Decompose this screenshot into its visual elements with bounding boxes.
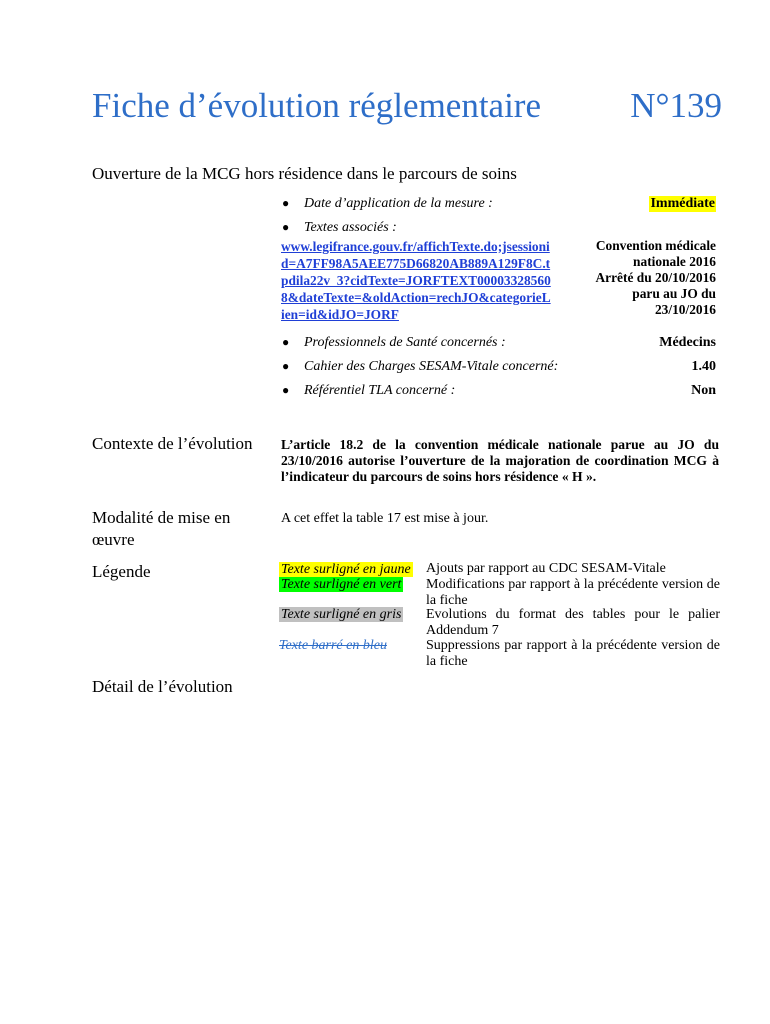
link-line[interactable]: ien=id&idJO=JORF [281,307,399,322]
legend-key-green [279,576,403,593]
page-title: Fiche d’évolution réglementaire [92,86,542,125]
legend-key-text: Texte surligné en gris [281,607,402,622]
bullet-label: Référentiel TLA concerné : [304,383,456,398]
bullet-value: Non [691,383,716,398]
convention-line: 23/10/2016 [654,302,716,317]
legend-key-text: Texte surligné en vert [281,577,402,592]
bullet-label: Textes associés : [304,220,397,235]
section-label-modalite [92,507,230,551]
fiche-number: N°139 [630,86,722,125]
bullet-icon: ● [282,335,290,349]
legend-desc-grey: Evolutions du format des tables pour le palier Addendum 7 [426,607,720,638]
convention-line: paru au JO du [632,286,716,301]
bullet-value: Immédiate [650,196,715,211]
modalite-text: A cet effet la table 17 est mise à jour. [281,511,489,526]
bullet-icon: ● [282,196,290,210]
legend-key-text: Texte surligné en jaune [281,562,411,577]
link-line[interactable]: www.legifrance.gouv.fr/affichTexte.do;jsessioni [281,239,550,254]
legend-key-text: Texte barré en bleu [279,638,387,653]
link-line[interactable]: d=A7FF98A5AEE775D66820AB889A129F8C.t [281,256,551,271]
legend-desc-yellow: Ajouts par rapport au CDC SESAM-Vitale [426,561,666,576]
convention-reference [578,238,716,318]
contexte-text: L’article 18.2 de la convention médicale nationale parue au JO du 23/10/2016 autorise l’ouverture de la majoration de coordination MCG à l’indicateur du parcours de soins hors résidence « H ». [281,437,719,484]
bullet-icon: ● [282,220,290,234]
section-label-detail: Détail de l’évolution [92,677,233,696]
link-line[interactable]: pdila22v_3?cidTexte=JORFTEXT00003328560 [281,273,551,288]
legend-desc-green: Modifications par rapport à la précédente version de la fiche [426,577,720,608]
convention-line: Convention médicale [595,238,716,253]
legend-key-blue [279,637,387,654]
convention-line: Arrêté du 20/10/2016 [595,270,716,285]
legend-desc-blue: Suppressions par rapport à la précédente version de la fiche [426,638,720,669]
legifrance-link[interactable] [281,238,576,323]
bullet-value: Médecins [659,335,716,350]
bullet-label: Cahier des Charges SESAM-Vitale concerné: [304,359,559,374]
section-label-line: Modalité de mise en [92,508,231,527]
bullet-icon: ● [282,383,290,397]
section-label-line: œuvre [92,530,135,549]
convention-line: nationale 2016 [633,254,716,269]
legend-key-grey [279,606,403,623]
bullet-label: Date d’application de la mesure : [304,196,493,211]
section-label-legende: Légende [92,562,151,581]
page-subtitle: Ouverture de la MCG hors résidence dans le parcours de soins [92,164,517,183]
section-label-contexte: Contexte de l’évolution [92,434,253,453]
bullet-value: 1.40 [691,359,716,374]
link-line[interactable]: 8&dateTexte=&oldAction=rechJO&categorieL [281,290,551,305]
bullet-label: Professionnels de Santé concernés : [304,335,506,350]
bullet-icon: ● [282,359,290,373]
